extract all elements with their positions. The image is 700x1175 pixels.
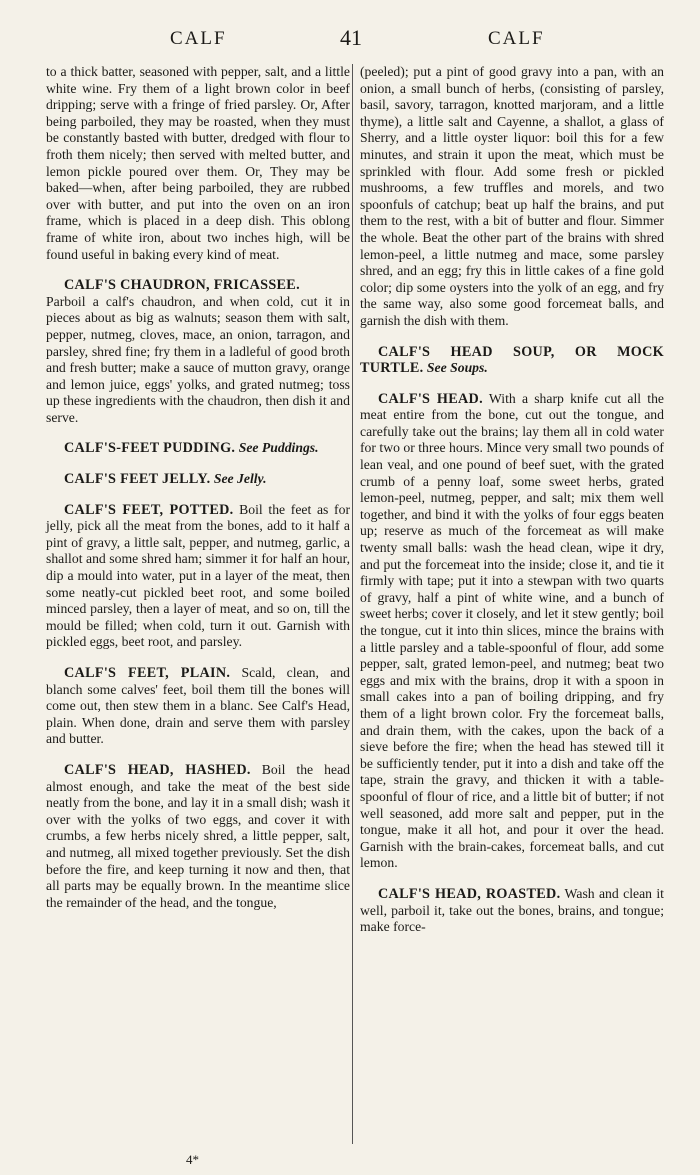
- entry-continued: [360, 64, 664, 330]
- page-number: 41: [340, 25, 362, 50]
- entry-calfs-feet-pudding: [46, 440, 350, 457]
- entry-text: Boil the head almost enough, and take the meat of the best side neatly from the bone, and lay it in a small dish; wash it over with the yolks of two eggs, and cover it with crumbs, a few herbs nicely shred, a little pepper, salt, and nutmeg, all mixed together previously. Set the dish before the fire, and keep turning it now and then, that all parts may be equally brown. In the meantime slice the remainder of the head, and the tongue,: [46, 761, 350, 910]
- running-head: [40, 25, 660, 58]
- running-head-right: CALF: [488, 28, 545, 49]
- entry-title: CALF'S FEET JELLY.: [64, 471, 211, 488]
- entry-calfs-head-roasted: [360, 886, 664, 936]
- entry-continued: [46, 64, 350, 263]
- left-column: [46, 64, 350, 911]
- entry-title: CALF'S HEAD.: [378, 390, 483, 407]
- entry-text: to a thick batter, seasoned with pepper, salt, and a little white wine. Fry them of a light brown color in beef dripping; serve with a fringe of fried parsley. Or, After being parboiled, they may be roasted, when they must be constantly basted with butter, dredged with flour to froth them nicely; then served with melted butter, and lemon pickle poured over them. Or, They may be baked—when, after being parboiled, they are rubbed over with butter, and put into the oven on an iron frame, which is placed in a deep dish. This oblong frame of white iron, about two inches high, will be found useful in baking every kind of meat.: [46, 64, 350, 262]
- entry-calfs-chaudron: [46, 277, 350, 426]
- entry-title: CALF'S CHAUDRON, FRICASSEE.: [64, 277, 300, 294]
- entry-title: CALF'S HEAD, HASHED.: [64, 761, 251, 778]
- printer-signature: 4*: [186, 1152, 199, 1167]
- entry-calfs-head: [360, 391, 664, 872]
- entry-title: CALF'S HEAD SOUP, OR MOCK TURTLE.: [360, 343, 664, 377]
- entry-text: (peeled); put a pint of good gravy into a pan, with an onion, a small bunch of herbs, (consisting of parsley, basil, savory, tarragon, knotted marjoram, and a little thyme), a little salt and Cayenne, a shallot, a glass of Sherry, and a little oyster liquor: boil this for a few minutes, and strain it upon the meat, which must be sprinkled with flour. Add some fresh or pickled mushrooms, a few truffles and morels, and two spoonfuls of catchup; beat up half the brains, and put them to the rest, with a bit of butter and flour. Simmer the whole. Beat the other part of the brains with shred lemon-peel, a little nutmeg and mace, some parsley shred, and an egg; fry this in little cakes of a fine gold color; dip some oysters into the yolk of an egg, and fry the same way, also some good forcemeat balls, and garnish the dish with them.: [360, 64, 664, 328]
- entry-title: CALF'S HEAD, ROASTED.: [378, 885, 561, 902]
- entry-calfs-feet-jelly: [46, 471, 350, 488]
- entry-text: Parboil a calf's chaudron, and when cold, cut it in pieces about as big as walnuts; season them with salt, pepper, nutmeg, cloves, mace, an onion, tarragon, and parsley, shred fine; fry them in a ladleful of good broth and fresh butter; make a sauce of mutton gravy, orange and lemon juice, eggs' yolks, and grated nutmeg; toss up these ingredients with the chaudron, then dish it and serve.: [46, 293, 350, 425]
- entry-text: With a sharp knife cut all the meat entire from the bone, cut out the tongue, and carefully take out the brains; lay them all in cold water for two or three hours. Mince very small two pounds of lean veal, and one pound of beef suet, with the grated crumb of a penny loaf, some sweet herbs, grated lemon-peel, nutmeg, pepper, and salt; mix them well together, and bind it with the yolks of four eggs beaten up; reserve as much of the forcemeat as will make twenty small balls: wash the head clean, wipe it dry, and put the forcemeat into the inside; close it, and tie it firmly with tape; put it into a stewpan with two quarts of gravy, half a pint of white wine, and a bunch of sweet herbs; cover it closely, and let it stew gently; boil the tongue, cut it into thin slices, mince the brains with a little parsley and a table-spoonful of flour, add some pepper, salt, grated lemon-peel, and nutmeg; beat two eggs and mix with the brains, drop it with a spoon in small cakes into a pan of boiling dripping, and fry them of a light brown color. Fry the forcemeat balls, and drain them, with the cakes, upon the back of a sieve before the fire; when the head has stewed till it be sufficiently tender, put it into a dish and take off the tape, strain the gravy, and thicken it with a table-spoonful of flour of rice, and a little bit of butter; if not well seasoned, add more salt and pepper, put in the tongue, make it all hot, and pour it over the head. Garnish with the brain-cakes, forcemeat balls, and cut lemon.: [360, 390, 664, 871]
- entry-title: CALF'S FEET, POTTED.: [64, 501, 234, 518]
- cross-reference: See Jelly.: [213, 471, 267, 487]
- entry-title: CALF'S-FEET PUDDING.: [64, 440, 236, 457]
- entry-calfs-head-soup: [360, 344, 664, 377]
- column-divider: [352, 64, 353, 1144]
- entry-calfs-feet-potted: [46, 502, 350, 651]
- entry-title: CALF'S FEET, PLAIN.: [64, 665, 231, 681]
- cross-reference: See Soups.: [426, 360, 488, 376]
- entry-text: Boil the feet as for jelly, pick all the meat from the bones, add to it half a pint of gravy, a little salt, pepper, and nutmeg, garlic, a shallot and some shred ham; simmer it for half an hour, dip a mould into water, put in a layer of the meat, then some neatly-cut pickled beet root, and some boiled minced parsley, then a layer of meat, and so on, till the mould be filled; when cold, turn it out. Garnish with pickled eggs, beet root, and parsley.: [46, 501, 350, 650]
- running-head-left: CALF: [170, 28, 227, 49]
- cross-reference: See Puddings.: [238, 440, 319, 456]
- right-column: [360, 64, 664, 936]
- entry-text: Scald, clean, and blanch some calves' feet, boil them till the bones will come out, then stew them in a blanc. See Calf's Head, plain. When done, drain and serve them with parsley and butter.: [46, 665, 351, 747]
- entry-text: Wash and clean it well, parboil it, take out the bones, brains, and tongue; make force-: [360, 885, 664, 935]
- entry-calfs-feet-plain: [46, 665, 350, 748]
- entry-calfs-head-hashed: [46, 762, 350, 911]
